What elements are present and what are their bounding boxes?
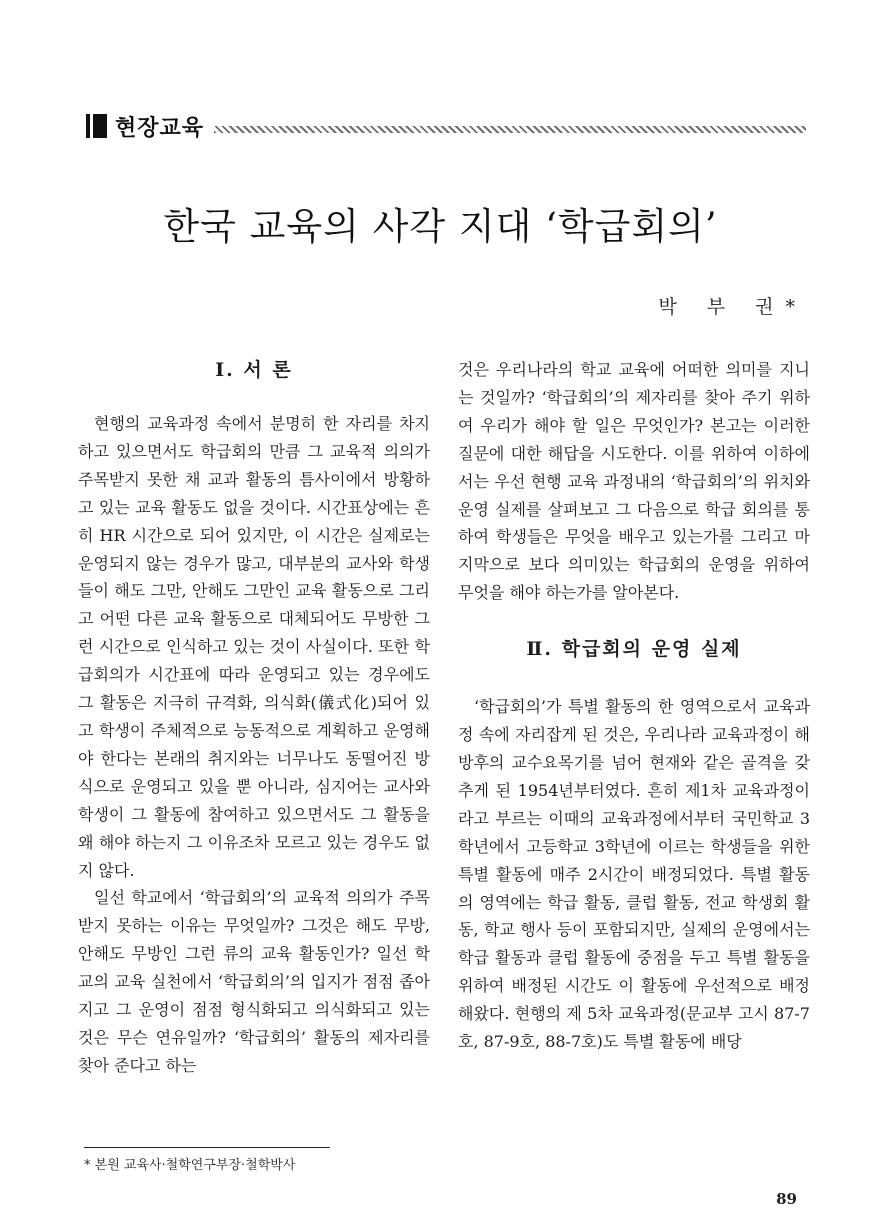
- body-paragraph: 현행의 교육과정 속에서 분명히 한 자리를 차지하고 있으면서도 학급회의 만큼 그 교육적 의의가 주목받지 못한 채 교과 활동의 틈사이에서 방황하고 있는 교육 활동도 없을 것이다. 시간표상에는 흔히 HR 시간으로 되어 있지만, 이 시간은 실제로는 운영되지 않는 경우가 많고, 대부분의 교사와 학생들이 해도 그만, 안해도 그만인 교육 활동으로 그리고 어떤 다른 교육 활동으로 대체되어도 무방한 그런 시간으로 인식하고 있는 것이 사실이다. 또한 학급회의가 시간표에 따라 운영되고 있는 경우에도 그 활동은 지극히 규격화, 의식화(儀式化)되어 있고 학생이 주체적으로 능동적으로 계획하고 운영해야 한다는 본래의 취지와는 너무나도 동떨어진 방식으로 운영되고 있을 뿐 아니라, 심지어는 교사와 학생이 그 활동에 참여하고 있으면서도 그 활동을 왜 해야 하는지 그 이유조차 모르고 있는 경우도 없지 않다.: [78, 414, 430, 880]
- body-paragraph: 일선 학교에서 ‘학급회의’의 교육적 의의가 주목받지 못하는 이유는 무엇일까? 그것은 해도 무방, 안해도 무방인 그런 류의 교육 활동인가? 일선 학교의 교육 실천에서 ‘학급회의’의 입지가 점점 좁아지고 그 운영이 점점 형식화되고 의식화되고 있는 것은 무슨 연유일까? ‘학급회의’ 활동의 제자리를 찾아 준다고 하는: [78, 888, 430, 1075]
- author-footnote: * 본원 교육사·철학연구부장·철학박사: [84, 1158, 296, 1173]
- header-bar-mark: [86, 114, 90, 138]
- article-title: 한국 교육의 사각 지대 ‘학급회의’: [163, 205, 718, 248]
- section-label: 현장교육: [115, 115, 205, 141]
- section-heading-introduction: Ⅰ. 서 론: [215, 359, 293, 381]
- section-header: [86, 110, 806, 142]
- right-column: [458, 356, 810, 1056]
- body-paragraph: ‘학급회의’가 특별 활동의 한 영역으로서 교육과정 속에 자리잡게 된 것은, 우리나라 교육과정이 해방후의 교수요목기를 넘어 현재와 같은 골격을 갖추게 된 1954년부터였다. 흔히 제1차 교육과정이라고 부르는 이때의 교육과정에서부터 국민학교 3학년에서 고등학교 3학년에 이르는 학생들을 위한 특별 활동에 매주 2시간이 배정되었다. 특별 활동의 영역에는 학급 활동, 클럽 활동, 전교 학생회 활동, 학교 행사 등이 포함되지만, 실제의 운영에서는 학급 활동과 클럽 활동에 중점을 두고 특별 활동을 위하여 배정된 시간도 이 활동에 우선적으로 배정해왔다. 현행의 제 5차 교육과정(문교부 고시 87-7호, 87-9호, 88-7호)도 특별 활동에 배당: [458, 697, 810, 1052]
- header-decorative-pattern: [214, 126, 806, 133]
- left-column: [78, 356, 430, 1080]
- header-block-mark: [93, 114, 107, 138]
- body-paragraph-continued: 것은 우리나라의 학교 교육에 어떠한 의미를 지니는 것일까? ‘학급회의’의 제자리를 찾아 주기 위하여 우리가 해야 할 일은 무엇인가? 본고는 이러한 질문에 대한 해답을 시도한다. 이를 위하여 이하에서는 우선 현행 교육 과정내의 ‘학급회의’의 위치와 운영 실제를 살펴보고 그 다음으로 학급 회의를 통하여 학생들은 무엇을 배우고 있는가를 그리고 마지막으로 보다 의미있는 학급회의 운영을 위하여 무엇을 해야 하는가를 알아본다.: [458, 360, 810, 603]
- footnote-divider: [84, 1147, 330, 1148]
- page-number: 89: [776, 1190, 797, 1208]
- section-heading-operation: Ⅱ. 학급회의 운영 실제: [526, 638, 742, 661]
- article-author: 박 부 권*: [658, 296, 807, 318]
